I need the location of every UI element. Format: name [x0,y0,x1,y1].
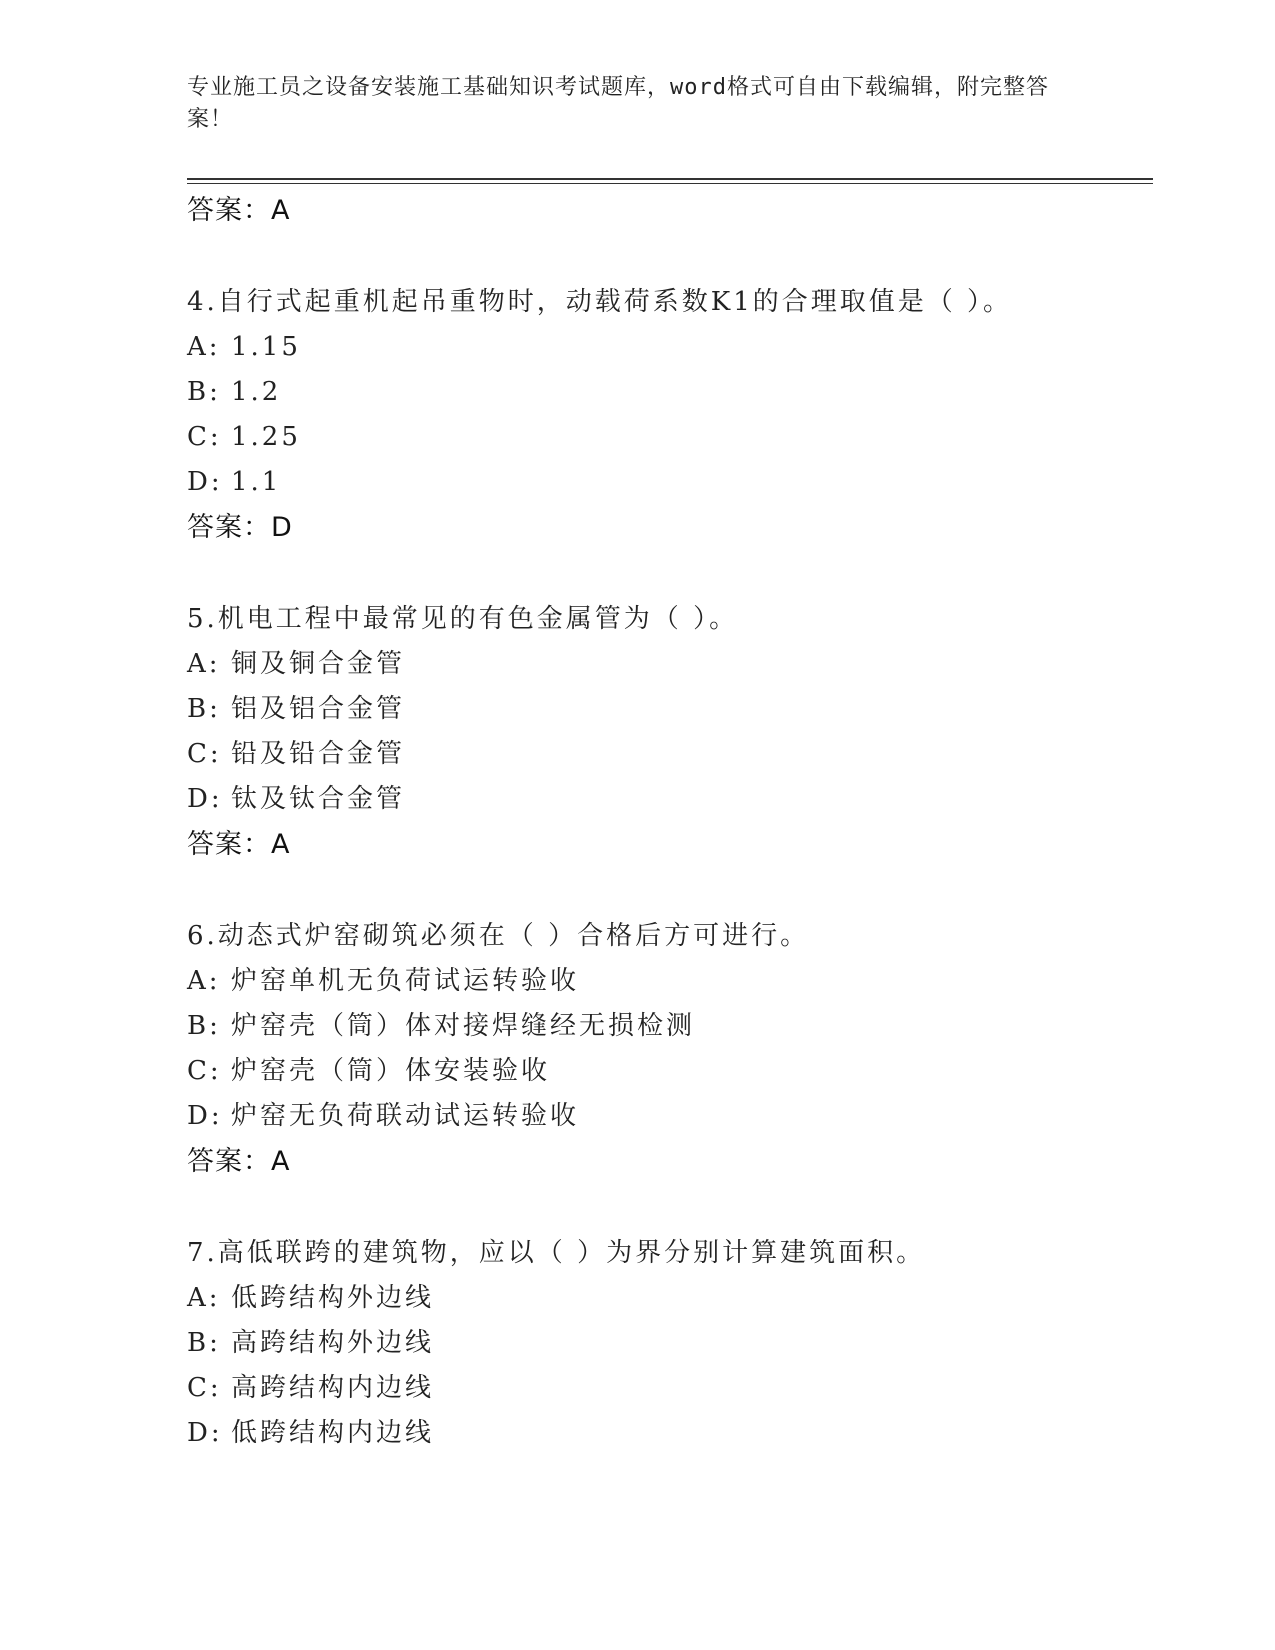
option-text: 1.1 [231,467,282,497]
option-d [187,460,1147,505]
document-header: 专业施工员之设备安装施工基础知识考试题库，word格式可自由下载编辑，附完整答案！ [187,75,1049,132]
option-text: 低跨结构内边线 [231,1418,435,1448]
option-b [187,1321,1147,1366]
previous-answer: 答案：A [187,195,291,226]
header-divider-thick [187,178,1153,180]
option-letter: C: [187,1056,222,1086]
option-text: 高跨结构内边线 [231,1373,435,1403]
option-a [187,959,1147,1004]
option-d [187,1411,1147,1456]
option-b [187,370,1147,415]
question-answer: 答案：D [187,512,293,543]
option-letter: D: [187,1101,223,1131]
question-stem: 4.自行式起重机起吊重物时，动载荷系数K1的合理取值是（ ）。 [187,287,1013,317]
option-letter: D: [187,784,223,814]
option-c [187,1366,1147,1411]
option-letter: C: [187,739,222,769]
option-b [187,687,1147,732]
option-text: 炉窑单机无负荷试运转验收 [231,966,580,996]
question-answer: 答案：A [187,1146,291,1177]
option-letter: B: [187,694,221,724]
option-c [187,1049,1147,1094]
option-text: 1.2 [231,377,282,407]
header-divider-thin [187,183,1153,184]
option-letter: A: [187,966,221,996]
option-letter: D: [187,467,223,497]
option-letter: B: [187,377,221,407]
option-text: 铜及铜合金管 [231,649,406,679]
question-block [187,1231,1147,1456]
question-stem: 6.动态式炉窑砌筑必须在（ ）合格后方可进行。 [187,921,810,951]
question-block [187,280,1147,550]
option-letter: D: [187,1418,223,1448]
option-letter: C: [187,1373,222,1403]
option-text: 炉窑壳（筒）体安装验收 [231,1056,551,1086]
question-stem: 5.机电工程中最常见的有色金属管为（ ）。 [187,604,739,634]
option-text: 铅及铅合金管 [231,739,406,769]
option-c [187,415,1147,460]
option-letter: A: [187,649,221,679]
option-text: 钛及钛合金管 [231,784,406,814]
option-d [187,1094,1147,1139]
option-text: 1.25 [231,422,301,452]
option-letter: A: [187,332,221,362]
question-list [187,188,1147,1456]
option-text: 低跨结构外边线 [231,1283,435,1313]
option-letter: B: [187,1011,221,1041]
option-c [187,732,1147,777]
question-stem: 7.高低联跨的建筑物，应以（ ）为界分别计算建筑面积。 [187,1238,926,1268]
question-block [187,597,1147,867]
option-a [187,1276,1147,1321]
option-letter: C: [187,422,222,452]
option-text: 炉窑无负荷联动试运转验收 [231,1101,580,1131]
option-d [187,777,1147,822]
option-text: 1.15 [231,332,301,362]
option-a [187,325,1147,370]
option-letter: A: [187,1283,221,1313]
option-letter: B: [187,1328,221,1358]
option-a [187,642,1147,687]
question-answer: 答案：A [187,829,291,860]
option-text: 炉窑壳（筒）体对接焊缝经无损检测 [231,1011,696,1041]
option-b [187,1004,1147,1049]
option-text: 高跨结构外边线 [231,1328,435,1358]
question-block [187,914,1147,1184]
option-text: 铝及铝合金管 [231,694,406,724]
